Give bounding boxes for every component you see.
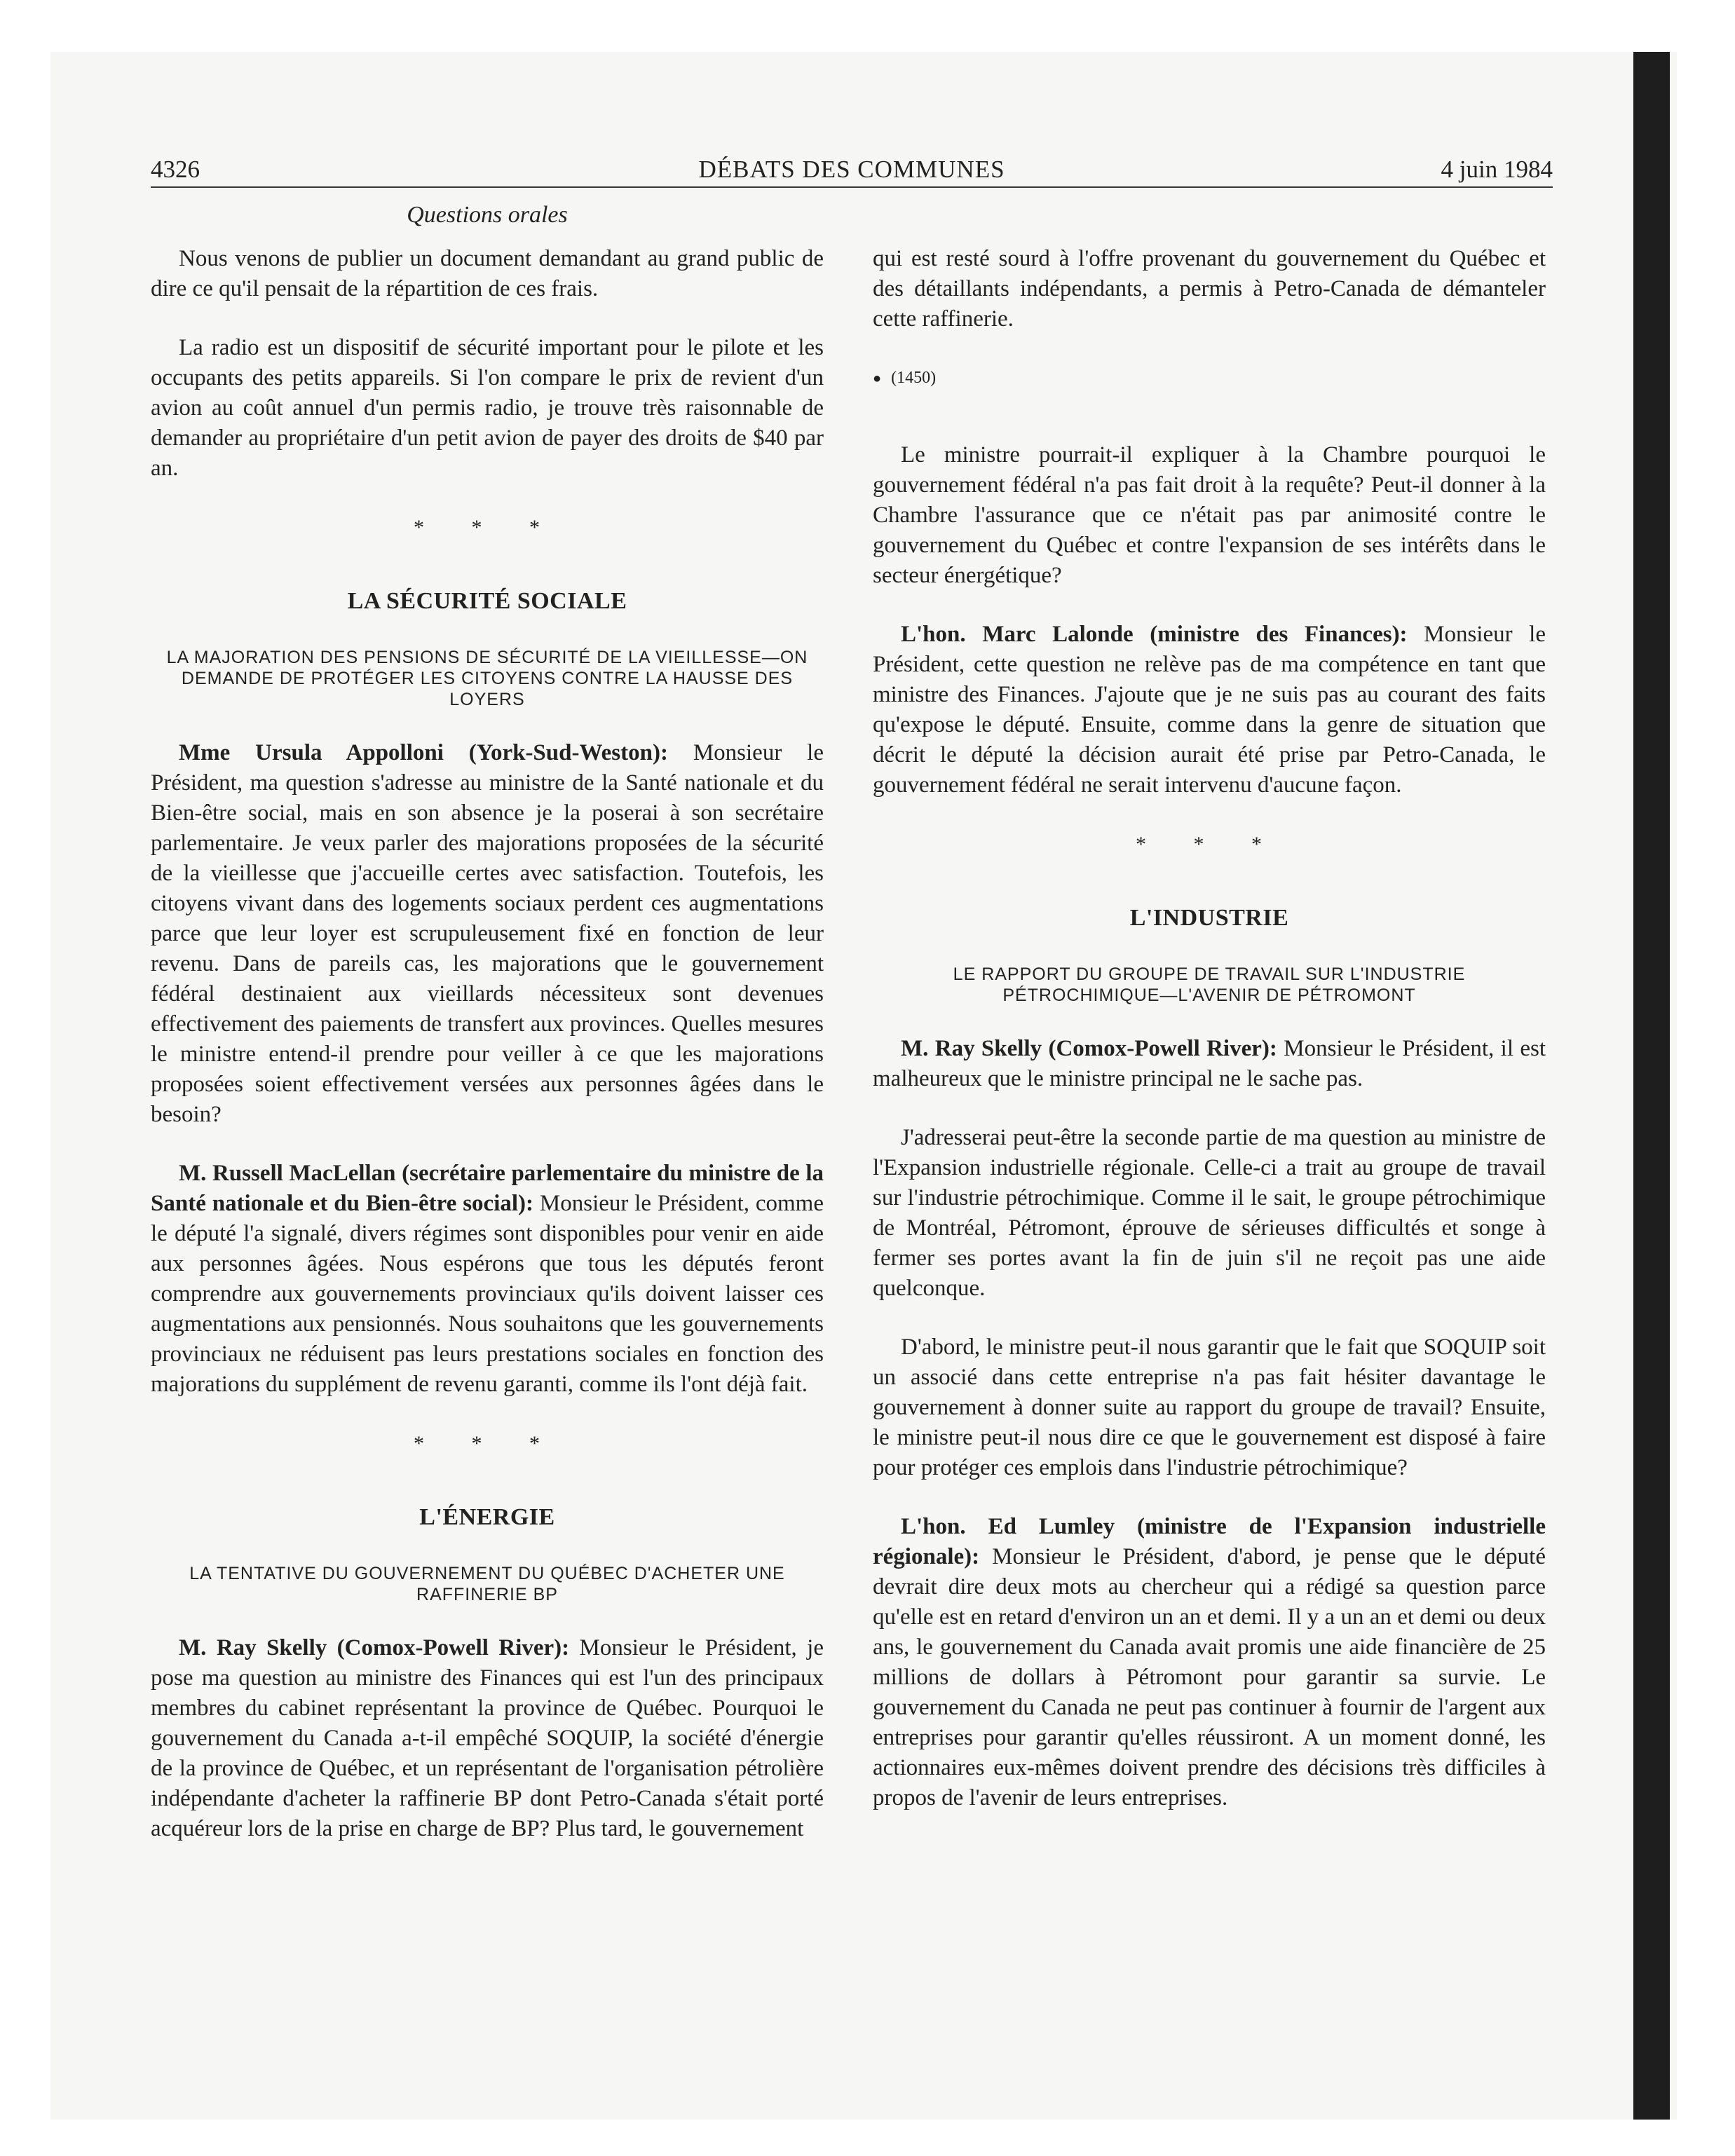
page-date: 4 juin 1984: [1441, 156, 1553, 183]
publication-title: DÉBATS DES COMMUNES: [698, 156, 1005, 183]
header-rule: [151, 186, 1553, 188]
section-separator: * * *: [414, 516, 561, 539]
paragraph: Nous venons de publier un document demandant au grand public de dire ce qu'il pensait de la répartition de ces frais.: [151, 246, 824, 301]
bullet-icon: ●: [873, 371, 882, 386]
speaker-name: L'hon. Marc Lalonde (ministre des Finances):: [901, 622, 1408, 647]
section-subtitle: LE RAPPORT DU GROUPE DE TRAVAIL SUR L'INDUSTRIE PÉTROCHIMIQUE—L'AVENIR DE PÉTROMONT: [953, 964, 1466, 1005]
running-subheading: Questions orales: [407, 202, 568, 228]
speaker-name: M. Ray Skelly (Comox-Powell River):: [901, 1036, 1277, 1061]
speech-text: Monsieur le Président, il est malheureux que le ministre principal ne le sache pas.: [873, 1036, 1546, 1091]
page-header: [151, 156, 1553, 184]
time-label: (1450): [891, 369, 937, 387]
left-column: [151, 244, 824, 1873]
section-separator: * * *: [414, 1432, 561, 1455]
paragraph: Le ministre pourrait-il expliquer à la Chambre pourquoi le gouvernement fédéral n'a pas fait droit à la requête? Peut-il donner à la Chambre l'assurance que ce n'était pas par animosité contre le gouvernement du Québec et contre l'expansion de ses intérêts dans le secteur énergétique?: [873, 442, 1546, 588]
paragraph: qui est resté sourd à l'offre provenant du gouvernement du Québec et des détaillants indépendants, a permis à Petro-Canada de démanteler cette raffinerie.: [873, 246, 1546, 332]
speech-paragraph: [151, 738, 824, 1130]
section-title: L'ÉNERGIE: [419, 1504, 555, 1530]
paragraph: La radio est un dispositif de sécurité important pour le pilote et les occupants des petits appareils. Si l'on compare le prix de revient d'un avion au coût annuel d'un permis radio, je trouve très raisonnable de demander au propriétaire d'un petit avion de payer des droits de $40 par an.: [151, 335, 824, 481]
speech-paragraph: [873, 1512, 1546, 1813]
speech-paragraph: [873, 620, 1546, 800]
speech-paragraph: [151, 1159, 824, 1400]
speech-text: Monsieur le Président, d'abord, je pense que le député devrait dire deux mots au chercheur qui a rédigé sa question parce qu'elle est en retard d'environ un an et demi. Il y a un an et demi ou deux ans, le gouvernement du Canada avait promis une aide financière de 25 millions de dollars à Pétromont pour garantir sa survie. Le gouvernement du Canada ne peut pas continuer à fournir de l'argent aux entreprises pour garantir qu'elles réussiront. A un moment donné, les actionnaires eux-mêmes doivent prendre des décisions très difficiles à propos de l'avenir de leurs entreprises.: [873, 1544, 1546, 1810]
speaker-name: Mme Ursula Appolloni (York-Sud-Weston):: [179, 740, 668, 765]
scan-edge-bar: [1633, 52, 1670, 2120]
speech-paragraph: [873, 1034, 1546, 1094]
section-separator: * * *: [1136, 833, 1283, 856]
speaker-name: M. Ray Skelly (Comox-Powell River):: [179, 1635, 570, 1660]
section-subtitle: LA TENTATIVE DU GOUVERNEMENT DU QUÉBEC D'ACHETER UNE RAFFINERIE BP: [189, 1564, 785, 1604]
speaker-name: L'hon. Ed Lumley (ministre de l'Expansion industrielle régionale):: [873, 1514, 1546, 1569]
paragraph: D'abord, le ministre peut-il nous garantir que le fait que SOQUIP soit un associé dans cette entreprise n'a pas fait hésiter davantage le gouvernement à donner suite au rapport du groupe de travail? Ensuite, le ministre peut-il nous dire ce que le gouvernement est disposé à faire pour protéger ces emplois dans l'industrie pétrochimique?: [873, 1335, 1546, 1480]
right-column: [873, 244, 1546, 1842]
section-title: L'INDUSTRIE: [1129, 905, 1289, 931]
paragraph: J'adresserai peut-être la seconde partie de ma question au ministre de l'Expansion industrielle régionale. Celle-ci a trait au groupe de travail sur l'industrie pétrochimique. Comme il le sait, le groupe pétrochimique de Montréal, Pétromont, éprouve de sérieuses difficultés et songe à fermer ses portes avant la fin de juin s'il ne reçoit pas une aide quelconque.: [873, 1125, 1546, 1301]
section-subtitle: LA MAJORATION DES PENSIONS DE SÉCURITÉ DE LA VIEILLESSE—ON DEMANDE DE PROTÉGER LES CITOYENS CONTRE LA HAUSSE DES LOYERS: [166, 648, 808, 709]
speech-text: Monsieur le Président, ma question s'adresse au ministre de la Santé nationale et du Bien-être social, mais en son absence je la poserai à son secrétaire parlementaire. Je veux parler des majorations proposées de la sécurité de la vieillesse que j'accueille certes avec satisfaction. Toutefois, les citoyens vivant dans des logements sociaux perdent ces augmentations parce que leur loyer est scrupuleusement fixé en fonction de leur revenu. Dans de pareils cas, les majorations que le gouvernement fédéral destinaient aux vieillards nécessiteux sont devenues effectivement des paiements de transfert aux provinces. Quelles mesures le ministre entend-il prendre pour veiller à ce que les majorations proposées soient effectivement versées aux personnes âgées dans le besoin?: [151, 740, 824, 1127]
speech-text: Monsieur le Président, comme le député l'a signalé, divers régimes sont disponibles pour venir en aide aux personnes âgées. Nous espérons que tous les députés feront comprendre aux gouvernements provinciaux qu'ils doivent laisser ces augmentations aux pensionnés. Nous souhaitons que les gouvernements provinciaux ne réduisent pas leurs prestations sociales en fonction des majorations du supplément de revenu garanti, comme ils l'ont déjà fait.: [151, 1191, 824, 1397]
time-marker: [873, 363, 1546, 394]
speech-text: Monsieur le Président, je pose ma question au ministre des Finances qui est l'un des principaux membres du cabinet représentant la province de Québec. Pourquoi le gouvernement du Canada a-t-il empêché SOQUIP, la société d'énergie de la province de Québec, et un représentant de l'organisation pétrolière indépendante d'acheter la raffinerie BP dont Petro-Canada s'était porté acquéreur lors de la prise en charge de BP? Plus tard, le gouvernement: [151, 1635, 824, 1841]
section-title: LA SÉCURITÉ SOCIALE: [347, 588, 627, 614]
speech-text: Monsieur le Président, cette question ne relève pas de ma compétence en tant que ministre des Finances. J'ajoute que je ne suis pas au courant des faits qu'expose le député. Ensuite, comme dans la genre de situation que décrit le député la décision aurait été prise par Petro-Canada, le gouvernement fédéral ne serait intervenu d'aucune façon.: [873, 622, 1546, 798]
page-number: 4326: [151, 156, 200, 183]
speech-paragraph: [151, 1633, 824, 1844]
speaker-name: M. Russell MacLellan (secrétaire parlementaire du ministre de la Santé nationale et du Bien-être social):: [151, 1161, 824, 1216]
